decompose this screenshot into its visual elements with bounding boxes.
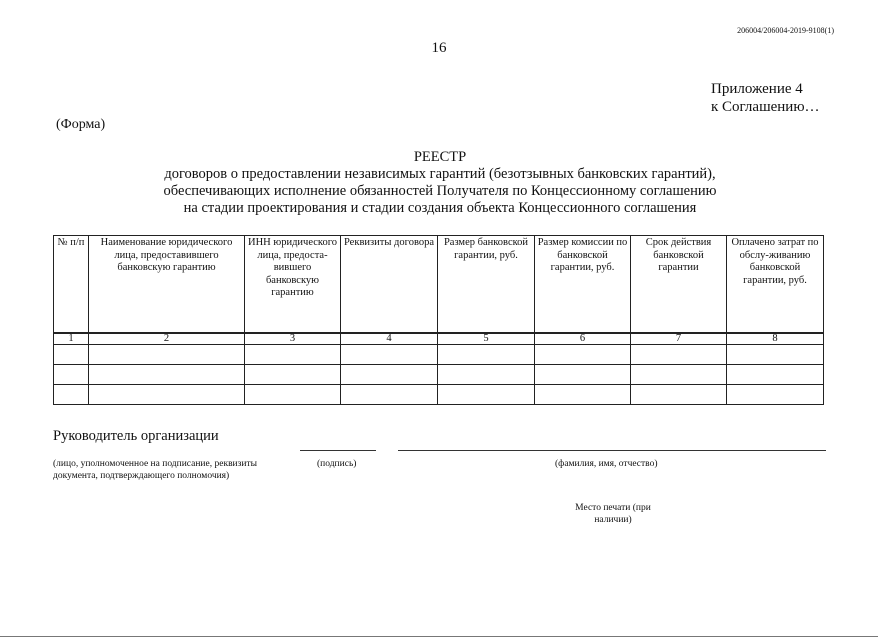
column-number: 4	[341, 333, 438, 345]
form-label: (Форма)	[56, 117, 106, 132]
column-number: 2	[89, 333, 245, 345]
column-number: 1	[54, 333, 89, 345]
table-cell	[727, 345, 824, 365]
column-number-row	[54, 333, 824, 345]
table-cell	[438, 365, 535, 385]
header-cell: ИНН юридического лица, предоста-вившего банковскую гарантию	[245, 236, 341, 334]
table-cell	[727, 365, 824, 385]
title-line-1: договоров о предоставлении независимых гарантий (безотзывных банковских гарантий),	[164, 166, 716, 182]
header-cell: Размер комиссии по банковской гарантии, руб.	[535, 236, 631, 334]
table-cell	[631, 385, 727, 405]
table-cell	[89, 385, 245, 405]
table-cell	[89, 365, 245, 385]
header-cell: Реквизиты договора	[341, 236, 438, 334]
table-cell	[245, 345, 341, 365]
title-line-2: обеспечивающих исполнение обязанностей Получателя по Концессионному соглашению	[163, 183, 717, 199]
header-cell: Наименование юридического лица, предоставившего банковскую гарантию	[89, 236, 245, 334]
table-row	[54, 345, 824, 365]
column-number: 3	[245, 333, 341, 345]
title-heading: РЕЕСТР	[413, 149, 467, 165]
header-cell: Срок действия банковской гарантии	[631, 236, 727, 334]
appendix-note	[711, 80, 820, 116]
column-number: 6	[535, 333, 631, 345]
registry-title	[120, 149, 760, 217]
table-cell	[438, 345, 535, 365]
table-cell	[631, 365, 727, 385]
table-cell	[54, 365, 89, 385]
table-cell	[535, 365, 631, 385]
table-cell	[245, 385, 341, 405]
table-cell	[245, 365, 341, 385]
table-cell	[535, 345, 631, 365]
table-cell	[54, 385, 89, 405]
table-cell	[54, 345, 89, 365]
signature-caption: (подпись)	[317, 459, 357, 469]
header-cell: Размер банковской гарантии, руб.	[438, 236, 535, 334]
table-row	[54, 365, 824, 385]
table-cell	[341, 365, 438, 385]
signature-line	[300, 450, 376, 451]
signature-heading: Руководитель организации	[53, 428, 219, 444]
table-cell	[438, 385, 535, 405]
header-cell: № п/п	[54, 236, 89, 334]
table-header-row	[54, 236, 824, 334]
registry-table	[53, 235, 824, 405]
document-code: 206004/206004-2019-9108(1)	[737, 26, 834, 35]
table-cell	[341, 385, 438, 405]
page-edge	[0, 636, 878, 637]
appendix-line-2: к Соглашению…	[711, 99, 820, 115]
column-number: 8	[727, 333, 824, 345]
table-cell	[341, 345, 438, 365]
column-number: 5	[438, 333, 535, 345]
table-cell	[631, 345, 727, 365]
table-cell	[535, 385, 631, 405]
table-cell	[89, 345, 245, 365]
table-cell	[727, 385, 824, 405]
header-cell: Оплачено затрат по обслу-живанию банковской гарантии, руб.	[727, 236, 824, 334]
appendix-line-1: Приложение 4	[711, 81, 803, 97]
full-name-caption: (фамилия, имя, отчество)	[555, 459, 658, 469]
signatory-caption: (лицо, уполномоченное на подписание, реквизиты документа, подтверждающего полномочия)	[53, 459, 258, 481]
page-number: 16	[431, 40, 447, 56]
stamp-place: Место печати (при наличии)	[575, 503, 651, 525]
table-row	[54, 385, 824, 405]
column-number: 7	[631, 333, 727, 345]
full-name-line	[398, 450, 826, 451]
title-line-3: на стадии проектирования и стадии создания объекта Концессионного соглашения	[183, 200, 697, 216]
